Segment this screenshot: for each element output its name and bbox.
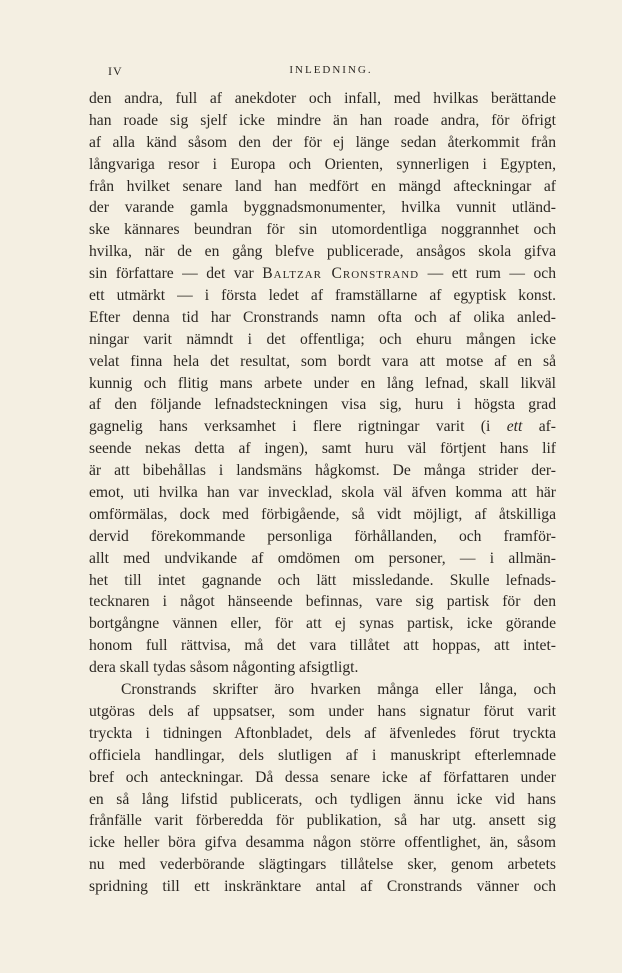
text-line bbox=[89, 416, 556, 438]
text-line: af den följande lefnadsteckningen visa sig, huru i högsta grad bbox=[89, 396, 556, 414]
text-line: het till intet gagnande och lätt missledande. Skulle lefnads- bbox=[89, 571, 556, 589]
text-line: frånfälle varit förberedda för publikation, så har utg. ansett sig bbox=[89, 812, 556, 830]
text-line: är att bibehållas i landsmäns hågkomst. De många strider der- bbox=[89, 462, 556, 480]
text-line: dera skall tydas såsom någonting afsigtligt. bbox=[89, 659, 359, 677]
text-line: ningar varit nämndt i det offentliga; och ehuru mången icke bbox=[89, 330, 556, 348]
text-line: Efter denna tid har Cronstrands namn ofta och af olika anled- bbox=[89, 308, 556, 326]
text-line: der varande gamla byggnadsmonumenter, hvilka vunnit utländ- bbox=[89, 199, 556, 217]
text-line: allt med undvikande af omdömen om personer, — i allmän- bbox=[89, 549, 556, 567]
text-fragment: af- bbox=[538, 418, 556, 436]
italic-word: ett bbox=[506, 418, 523, 436]
text-line: från hvilket senare land han medfört en mängd afteckningar af bbox=[89, 177, 556, 195]
text-line: han roade sig sjelf icke mindre än han roade andra, för öfrigt bbox=[89, 111, 556, 129]
text-fragment: — ett rum — och bbox=[427, 265, 556, 283]
text-line: bortgångne vännen eller, för att ej synas partisk, icke görande bbox=[89, 615, 556, 633]
text-line: tecknaren i något hänseende befinnas, vare sig partisk för den bbox=[89, 593, 556, 611]
text-line: velat finna hela det resultat, som bordt vara att motse af en så bbox=[89, 352, 556, 370]
text-line: kunnig och flitig mans arbete under en lång lefnad, skall likväl bbox=[89, 374, 556, 392]
text-line: den andra, full af anekdoter och infall, med hvilkas berättande bbox=[89, 90, 556, 107]
text-line: af alla känd såsom den der för ej länge sedan återkommit från bbox=[89, 133, 556, 151]
text-line: en så lång lifstid publicerats, och tydligen ännu icke vid hans bbox=[89, 790, 556, 808]
text-line: icke heller böra gifva desamma någon större offentlighet, än, såsom bbox=[89, 834, 556, 852]
running-head bbox=[108, 64, 554, 80]
text-line: seende nekas detta af ingen), samt huru väl förtjent hans lif bbox=[89, 440, 556, 458]
text-line: omförmälas, dock med förbigående, så vidt möjligt, af åtskilliga bbox=[89, 505, 556, 523]
text-line: långvariga resor i Europa och Orienten, synnerligen i Egypten, bbox=[89, 155, 556, 173]
text-line: bref och anteckningar. Då dessa senare icke af författaren under bbox=[89, 768, 556, 786]
text-line: Cronstrands skrifter äro hvarken många eller långa, och bbox=[121, 681, 556, 699]
text-line: officiela handlingar, dels slutligen af i manuskript efterlemnade bbox=[89, 746, 556, 764]
body-text bbox=[89, 88, 556, 898]
author-name: Baltzar Cronstrand bbox=[262, 265, 420, 283]
text-line bbox=[89, 263, 556, 285]
text-line: ske kännares beundran för sin utomordentliga noggrannhet och bbox=[89, 221, 556, 239]
text-line: nu med vederbörande slägtingars tillåtelse sker, genom arbetets bbox=[89, 856, 556, 874]
text-line: dervid förekommande personliga förhållanden, och framför- bbox=[89, 527, 556, 545]
text-line: ett utmärkt — i första ledet af framställarne af egyptisk konst. bbox=[89, 287, 556, 305]
text-line: hvilka, när de en gång blefve publicerade, ansågos skola gifva bbox=[89, 243, 556, 261]
text-line: spridning till ett inskränktare antal af Cronstrands vänner och bbox=[89, 878, 556, 896]
text-fragment: gagnelig hans verksamhet i flere rigtningar varit (i bbox=[89, 418, 491, 436]
text-line: honom full rättvisa, må det vara tillåtet att hoppas, att intet- bbox=[89, 637, 556, 655]
text-line: emot, uti hvilka han var invecklad, skola väl äfven komma att här bbox=[89, 484, 556, 502]
running-title: INLEDNING. bbox=[289, 64, 373, 76]
page-number: IV bbox=[108, 64, 123, 78]
text-line: tryckta i tidningen Aftonbladet, dels af äfvenledes förut tryckta bbox=[89, 724, 556, 742]
text-fragment: sin författare — det var bbox=[89, 265, 254, 283]
text-line: utgöras dels af uppsatser, som under hans signatur förut varit bbox=[89, 702, 556, 720]
